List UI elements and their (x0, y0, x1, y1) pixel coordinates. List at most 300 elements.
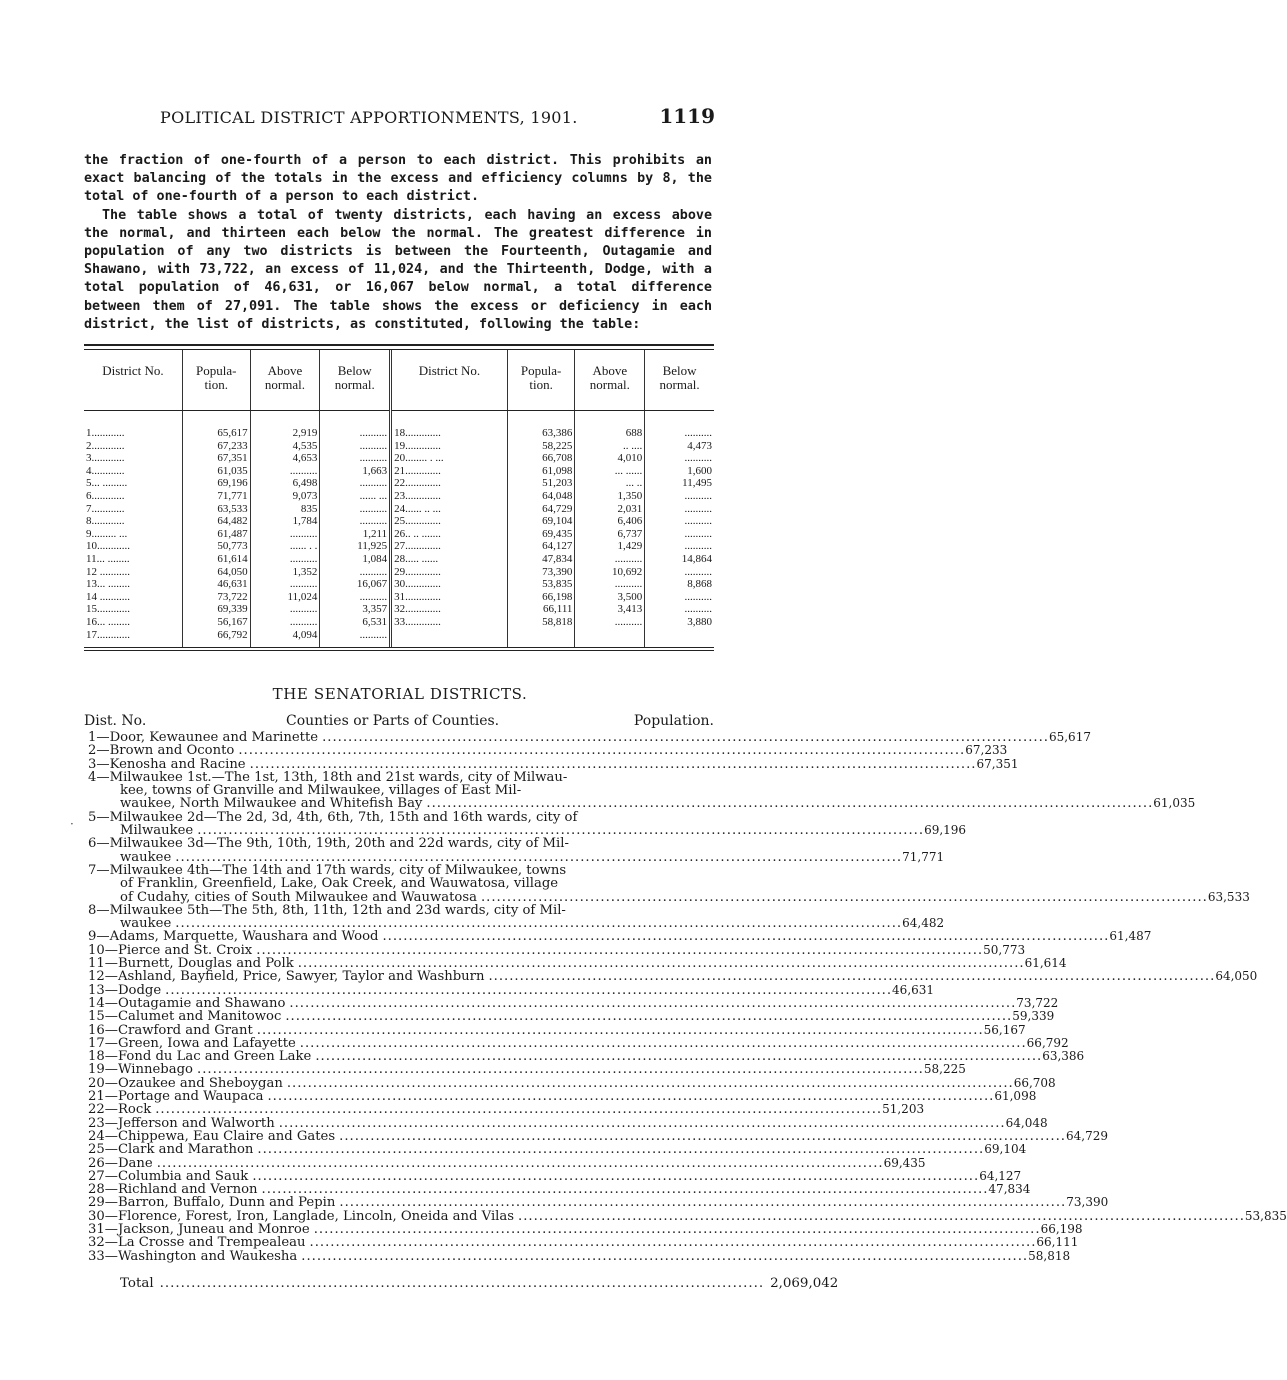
col-counties: Counties or Parts of Counties. (286, 713, 500, 729)
cell-district-no-2: 33............. (391, 616, 508, 629)
cell-population: 71,771 (182, 490, 250, 503)
dot-leader: ............................................................................................................................................ (518, 1208, 1245, 1224)
district-line-text: 24—Chippewa, Eau Claire and Gates (88, 1128, 336, 1144)
district-line (88, 1236, 1036, 1249)
dot-leader: ............................................................................................................................................ (252, 1168, 980, 1184)
senatorial-district-row (88, 1248, 1071, 1264)
cell-below-normal: .......... (320, 566, 391, 579)
cell-below-normal: .......... (320, 411, 391, 440)
district-line-text: 12—Ashland, Bayfield, Price, Sawyer, Taylor and Washburn (88, 969, 485, 985)
cell-below-normal-2: .......... (645, 540, 714, 553)
dot-leader: ............................................................................................................................................ (175, 916, 903, 932)
cell-above-normal-2: .......... (575, 578, 645, 591)
apportionment-table-section (84, 344, 714, 651)
cell-population-2: 58,818 (507, 616, 575, 629)
cell-district-no: 7............ (86, 502, 125, 515)
cell-district-no: 3............ (86, 452, 125, 465)
header-district-no: District No. (84, 350, 182, 411)
table-row (84, 528, 714, 541)
district-line (88, 1063, 924, 1076)
cell-district-no-2: 30............. (391, 578, 508, 591)
cell-population-2: 66,198 (507, 591, 575, 604)
cell-population-2: 69,104 (507, 515, 575, 528)
cell-above-normal: ...... . . (250, 540, 320, 553)
col-population: Population. (633, 713, 714, 729)
dot-leader: ............................................................................................................................................ (339, 1128, 1066, 1144)
intro-paragraph-2: The table shows a total of twenty districts, each having an excess above the normal, and thirteen each below the normal. The greatest difference in population of any two districts is between the Fourteenth, Outagamie and Shawano, with 73,722, an excess of 11,024, and the Thirteenth, Dodge, with a total population of 46,631, or 16,067 below normal, a total difference between them of 27,091. The table shows the excess or deficiency in each district, the list of districts, as constituted, following the table: (84, 207, 712, 332)
table-row (84, 603, 714, 616)
cell-below-normal: 3,357 (320, 603, 391, 616)
district-population: 47,834 (988, 1182, 1031, 1197)
district-line (88, 970, 1215, 983)
margin-mark: · (70, 817, 74, 831)
district-population: 66,708 (1013, 1075, 1056, 1090)
cell-district-no-2: 29............. (391, 566, 508, 579)
district-line-text: waukee, North Milwaukee and Whitefish Bay (120, 796, 423, 812)
district-line-text: 21—Portage and Waupaca (88, 1089, 264, 1105)
table-header-row (84, 350, 714, 411)
district-population: 64,482 (902, 916, 945, 931)
page-number: 1119 (659, 104, 715, 128)
header-above-normal: Above normal. (250, 350, 320, 411)
district-line: 7—Milwaukee 4th—The 14th and 17th wards, city of Milwaukee, towns (88, 862, 567, 878)
district-line-text: 30—Florence, Forest, Iron, Langlade, Lincoln, Oneida and Vilas (88, 1208, 515, 1224)
dot-leader: ............................................................................................................................................ (175, 849, 903, 865)
senatorial-district-row (88, 982, 935, 998)
district-line (88, 1223, 1041, 1236)
cell-above-normal: .......... (250, 465, 320, 478)
district-line-text: 1—Door, Kewaunee and Marinette (88, 730, 319, 745)
district-line-text: 3—Kenosha and Racine (88, 756, 246, 772)
district-population: 66,198 (1040, 1221, 1083, 1236)
cell-district-no-2: 28..... ...... (391, 553, 508, 566)
senatorial-district-row (88, 1009, 1055, 1025)
cell-below-normal: 1,084 (320, 553, 391, 566)
dot-leader: ............................................................................................................................................ (286, 1075, 1014, 1091)
district-line (88, 957, 1025, 970)
cell-population: 73,722 (182, 591, 250, 604)
district-population: 64,048 (1005, 1115, 1048, 1130)
cell-district-no: 16... ........ (86, 615, 130, 628)
cell-district-no-2: 26.. .. ....... (391, 528, 508, 541)
district-population: 66,792 (1026, 1035, 1069, 1050)
cell-population: 67,233 (182, 440, 250, 453)
cell-above-normal-2: 3,413 (575, 603, 645, 616)
senatorial-column-headers (84, 713, 714, 731)
cell-above-normal-2: .......... (575, 616, 645, 629)
cell-district-no-2: 21............. (391, 465, 508, 478)
cell-population-2: 51,203 (507, 477, 575, 490)
district-line-text: waukee (120, 916, 172, 932)
district-population: 71,771 (902, 849, 945, 864)
dot-leader: ............................................................................................................................................ (315, 1049, 1043, 1065)
cell-district-no: 5... ......... (86, 477, 128, 490)
cell-district-no: 6............ (86, 489, 125, 502)
cell-population-2: 66,708 (507, 452, 575, 465)
senatorial-district-row (88, 769, 1196, 812)
table-row (84, 629, 714, 648)
dot-leader: ............................................................................................................................................ (309, 1235, 1037, 1251)
district-line-text: 19—Winnebago (88, 1062, 193, 1078)
district-line-text: 9—Adams, Marquette, Waushara and Wood (88, 929, 379, 945)
cell-population-2: 64,048 (507, 490, 575, 503)
senatorial-district-row (88, 809, 967, 839)
district-line (88, 984, 892, 997)
cell-district-no-2: 20........ . ... (391, 452, 508, 465)
district-line (88, 758, 977, 771)
senatorial-district-row (88, 1208, 1287, 1224)
district-line-text: 31—Jackson, Juneau and Monroe (88, 1221, 310, 1237)
cell-above-normal-2: ... ...... (575, 465, 645, 478)
intro-paragraph-1: the fraction of one-fourth of a person to each district. This prohibits an exact balancing of the totals in the excess and efficiency columns by 8, the total of one-fourth of a person to each district. (84, 153, 712, 205)
cell-population-2: 69,435 (507, 528, 575, 541)
cell-population: 56,167 (182, 616, 250, 629)
table-row (84, 553, 714, 566)
cell-below-normal-2: .......... (645, 452, 714, 465)
district-population: 73,390 (1066, 1195, 1109, 1210)
dot-leader: ............................................................................................................................................ (289, 995, 1017, 1011)
total-value: 2,069,042 (770, 1276, 839, 1291)
dot-leader: ............................................................................................................................................ (382, 929, 1110, 945)
cell-population: 50,773 (182, 540, 250, 553)
intro-text (84, 152, 712, 334)
district-line (88, 1143, 984, 1156)
district-line-text: 18—Fond du Lac and Green Lake (88, 1049, 312, 1065)
district-line: kee, towns of Granville and Milwaukee, villages of East Mil- (120, 783, 522, 799)
senatorial-district-row (88, 1022, 1026, 1038)
cell-district-no-2: 23............. (391, 490, 508, 503)
district-line (88, 797, 1153, 810)
header-below-normal: Below normal. (320, 350, 391, 411)
cell-below-normal: .......... (320, 629, 391, 648)
cell-population: 46,631 (182, 578, 250, 591)
district-population: 64,050 (1215, 969, 1258, 984)
senatorial-district-row (88, 1035, 1069, 1051)
district-line (88, 1117, 1006, 1130)
cell-above-normal-2: .. .... (575, 440, 645, 453)
cell-above-normal: .......... (250, 578, 320, 591)
district-line (88, 1157, 884, 1170)
cell-district-no: 15............ (86, 603, 130, 616)
cell-population: 61,487 (182, 528, 250, 541)
cell-district-no: 13... ........ (86, 578, 130, 591)
district-line-text: 22—Rock (88, 1102, 152, 1118)
district-population: 63,386 (1042, 1049, 1085, 1064)
district-population: 64,127 (979, 1168, 1022, 1183)
senatorial-district-row (88, 942, 1026, 958)
district-line: 8—Milwaukee 5th—The 5th, 8th, 11th, 12th and 23d wards, city of Mil- (88, 902, 566, 918)
dot-leader: ............................................................................................................................................ (197, 1062, 924, 1078)
dot-leader: ............................................................................................................................................ (299, 1035, 1027, 1051)
cell-below-normal: 1,663 (320, 465, 391, 478)
cell-above-normal-2: 10,692 (575, 566, 645, 579)
cell-above-normal: 4,653 (250, 452, 320, 465)
district-line-text: 28—Richland and Vernon (88, 1182, 258, 1198)
cell-above-normal-2: 2,031 (575, 503, 645, 516)
cell-population-2 (507, 629, 575, 648)
cell-below-normal-2: 8,868 (645, 578, 714, 591)
senatorial-district-row (88, 1128, 1108, 1144)
dot-leader: ............................................................................................................................................ (297, 956, 1025, 972)
cell-district-no: 8............ (86, 515, 125, 528)
district-line-text: 2—Brown and Oconto (88, 743, 235, 759)
senatorial-district-row (88, 1075, 1056, 1091)
district-population: 56,167 (983, 1022, 1026, 1037)
cell-population: 69,339 (182, 603, 250, 616)
cell-population: 67,351 (182, 452, 250, 465)
district-line (88, 891, 1208, 904)
district-line-text: Milwaukee (120, 823, 194, 839)
cell-below-normal-2: .......... (645, 411, 714, 440)
dot-leader: ............................................................................................................................................ (267, 1089, 995, 1105)
cell-district-no: 2............ (86, 439, 125, 452)
district-line (88, 731, 1049, 744)
cell-population: 64,482 (182, 515, 250, 528)
district-line-text: 10—Pierce and St. Croix (88, 942, 253, 958)
district-line (88, 1170, 979, 1183)
district-population: 61,614 (1024, 956, 1067, 971)
district-line (88, 1250, 1028, 1263)
cell-population-2: 58,225 (507, 440, 575, 453)
senatorial-district-row (88, 1102, 925, 1118)
senatorial-district-row (88, 730, 1091, 745)
dot-leader: ............................................................................................................................................ (261, 1182, 989, 1198)
cell-district-no-2: 19............. (391, 440, 508, 453)
senatorial-district-row (88, 1221, 1083, 1237)
table-row (84, 477, 714, 490)
district-line-text: 26—Dane (88, 1155, 153, 1171)
apportionment-table (84, 350, 714, 647)
table-row (84, 616, 714, 629)
cell-above-normal: .......... (250, 528, 320, 541)
senatorial-district-row (88, 969, 1258, 985)
senatorial-district-row (88, 1155, 926, 1171)
dot-leader: ............................................................................................................................................ (313, 1221, 1041, 1237)
dot-leader: ............................................................................................................................................ (238, 743, 966, 759)
district-line-text: 15—Calumet and Manitowoc (88, 1009, 282, 1025)
cell-population-2: 64,729 (507, 503, 575, 516)
cell-below-normal: 1,211 (320, 528, 391, 541)
dot-leader: ............................................................................................................................................ (256, 1022, 984, 1038)
district-line-text: 25—Clark and Marathon (88, 1142, 254, 1158)
cell-population-2: 66,111 (507, 603, 575, 616)
district-line (88, 917, 902, 930)
cell-below-normal-2: .......... (645, 490, 714, 503)
district-line (88, 1077, 1014, 1090)
senatorial-district-row (88, 1168, 1022, 1184)
senatorial-district-row (88, 902, 945, 932)
senatorial-district-row (88, 956, 1067, 972)
senatorial-district-row (88, 995, 1059, 1011)
table-row (84, 503, 714, 516)
table-row (84, 452, 714, 465)
cell-population: 69,196 (182, 477, 250, 490)
dot-leader: ............................................................................................................................................ (256, 942, 984, 958)
district-population: 58,225 (923, 1062, 966, 1077)
cell-district-no: 9......... ... (86, 527, 128, 540)
district-line-text: 23—Jefferson and Walworth (88, 1115, 275, 1131)
senatorial-district-row (88, 1182, 1031, 1198)
cell-below-normal-2: .......... (645, 528, 714, 541)
cell-district-no-2: 32............. (391, 603, 508, 616)
table-row (84, 515, 714, 528)
cell-population: 64,050 (182, 566, 250, 579)
district-population: 50,773 (983, 942, 1026, 957)
district-population: 63,533 (1207, 889, 1250, 904)
cell-below-normal-2: 3,880 (645, 616, 714, 629)
district-population: 58,818 (1028, 1248, 1071, 1263)
cell-population-2: 64,127 (507, 540, 575, 553)
table-row (84, 440, 714, 453)
district-population: 67,233 (965, 743, 1008, 758)
cell-district-no-2 (391, 629, 508, 648)
table-row (84, 578, 714, 591)
cell-below-normal: 11,925 (320, 540, 391, 553)
district-line-text: 27—Columbia and Sauk (88, 1168, 249, 1184)
cell-above-normal: .......... (250, 603, 320, 616)
cell-below-normal: 16,067 (320, 578, 391, 591)
dot-leader: ............................................................................................................................................ (301, 1248, 1029, 1264)
table-bottom-rule (84, 647, 714, 651)
district-line: of Franklin, Greenfield, Lake, Oak Creek, and Wauwatosa, village (120, 876, 559, 892)
page-header (160, 104, 715, 134)
cell-district-no: 11... ........ (86, 552, 130, 565)
district-line (88, 930, 1109, 943)
senatorial-district-row (88, 1062, 966, 1078)
dot-leader: ............................................................................................................................................ (249, 756, 977, 772)
district-population: 65,617 (1048, 730, 1091, 744)
district-line-text: of Cudahy, cities of South Milwaukee and Wauwatosa (120, 889, 477, 905)
cell-district-no-2: 24...... .. ... (391, 503, 508, 516)
dot-leader: ............................................................................................................................................ (339, 1195, 1067, 1211)
header-below-normal-2: Below normal. (645, 350, 714, 411)
cell-above-normal-2: 4,010 (575, 452, 645, 465)
cell-district-no: 4............ (86, 464, 125, 477)
district-population: 69,435 (883, 1155, 926, 1170)
cell-below-normal-2: 14,864 (645, 553, 714, 566)
table-row (84, 566, 714, 579)
cell-above-normal: 6,498 (250, 477, 320, 490)
col-dist-no: Dist. No. (84, 713, 147, 729)
district-line: 6—Milwaukee 3d—The 9th, 10th, 19th, 20th and 22d wards, city of Mil- (88, 836, 569, 852)
header-district-no-2: District No. (391, 350, 508, 411)
district-population: 53,835 (1244, 1208, 1287, 1223)
district-line (88, 997, 1016, 1010)
senatorial-district-row (88, 929, 1152, 945)
running-title: POLITICAL DISTRICT APPORTIONMENTS, 1901. (160, 108, 578, 127)
district-line-text: 17—Green, Iowa and Lafayette (88, 1035, 296, 1051)
district-line-text: 13—Dodge (88, 982, 162, 998)
cell-above-normal-2: 1,429 (575, 540, 645, 553)
dot-leader: ............................................................................................................................................ (165, 982, 893, 998)
district-line (88, 1130, 1066, 1143)
cell-district-no-2: 25............. (391, 515, 508, 528)
cell-district-no-2: 27............. (391, 540, 508, 553)
district-population: 69,196 (924, 823, 967, 838)
district-population: 64,729 (1066, 1128, 1108, 1143)
cell-population-2: 63,386 (507, 411, 575, 440)
senatorial-district-row (88, 1089, 1037, 1105)
district-population: 69,104 (984, 1142, 1027, 1157)
senatorial-district-row (88, 1235, 1079, 1251)
table-row (84, 490, 714, 503)
cell-below-normal-2: .......... (645, 515, 714, 528)
cell-population-2: 61,098 (507, 465, 575, 478)
district-population: 46,631 (892, 982, 935, 997)
cell-above-normal-2: 688 (575, 411, 645, 440)
district-line (88, 744, 965, 757)
dot-leader: ............................................................................................................................................ (156, 1155, 884, 1171)
cell-above-normal-2: ... .. (575, 477, 645, 490)
district-line-text: 29—Barron, Buffalo, Dunn and Pepin (88, 1195, 336, 1211)
cell-population: 61,035 (182, 465, 250, 478)
district-line-text: 11—Burnett, Douglas and Polk (88, 956, 294, 972)
cell-above-normal: 2,919 (250, 411, 320, 440)
cell-below-normal-2: .......... (645, 591, 714, 604)
district-population: 67,351 (976, 756, 1019, 771)
cell-below-normal: ...... ... (320, 490, 391, 503)
district-line-text: 16—Crawford and Grant (88, 1022, 253, 1038)
district-population: 51,203 (882, 1102, 925, 1117)
cell-below-normal-2: 11,495 (645, 477, 714, 490)
senatorial-district-row (88, 756, 1019, 772)
table-body (84, 411, 714, 648)
cell-population-2: 47,834 (507, 553, 575, 566)
cell-district-no-2: 18............. (391, 411, 508, 440)
district-line-text: waukee (120, 849, 172, 865)
dot-leader: ............................................................................................................................................ (480, 889, 1208, 905)
district-line-text: 14—Outagamie and Shawano (88, 995, 286, 1011)
cell-above-normal: 4,094 (250, 629, 320, 648)
senatorial-district-row (88, 862, 1250, 905)
cell-below-normal-2: 4,473 (645, 440, 714, 453)
cell-population: 63,533 (182, 503, 250, 516)
district-line-text: 33—Washington and Waukesha (88, 1248, 298, 1264)
total-label: Total (120, 1276, 154, 1291)
dot-leader: ............................................................................................................................................ (155, 1102, 883, 1118)
dot-leader: ............................................................................................................................................ (488, 969, 1216, 985)
dot-leader: ............................................................................................................................................ (278, 1115, 1006, 1131)
dot-leader: ............................................................................................................................................ (426, 796, 1154, 812)
header-population: Popula-tion. (182, 350, 250, 411)
cell-district-no-2: 31............. (391, 591, 508, 604)
senatorial-district-list (88, 730, 1287, 1264)
cell-above-normal: 1,352 (250, 566, 320, 579)
cell-district-no: 10............ (86, 540, 130, 553)
district-line-text: 20—Ozaukee and Sheboygan (88, 1075, 283, 1091)
district-line: 4—Milwaukee 1st.—The 1st, 13th, 18th and 21st wards, city of Milwau- (88, 769, 568, 785)
dot-leader: ............................................................................................................................................ (197, 823, 925, 839)
cell-below-normal-2: .......... (645, 566, 714, 579)
table-row (84, 540, 714, 553)
district-line (88, 1024, 984, 1037)
dot-leader: ............................................................................................................................................ (285, 1009, 1013, 1025)
district-line (88, 824, 924, 837)
district-line (88, 1196, 1066, 1209)
district-line (88, 1183, 988, 1196)
cell-above-normal: .......... (250, 553, 320, 566)
cell-above-normal: 4,535 (250, 440, 320, 453)
district-population: 61,035 (1153, 796, 1196, 811)
cell-district-no-2: 22............. (391, 477, 508, 490)
cell-above-normal-2: 6,737 (575, 528, 645, 541)
cell-below-normal-2: .......... (645, 503, 714, 516)
district-line (88, 1010, 1012, 1023)
table-row (84, 465, 714, 478)
cell-population: 61,614 (182, 553, 250, 566)
cell-above-normal-2: .......... (575, 553, 645, 566)
total-leader: ................................................................................................................... (159, 1276, 765, 1291)
